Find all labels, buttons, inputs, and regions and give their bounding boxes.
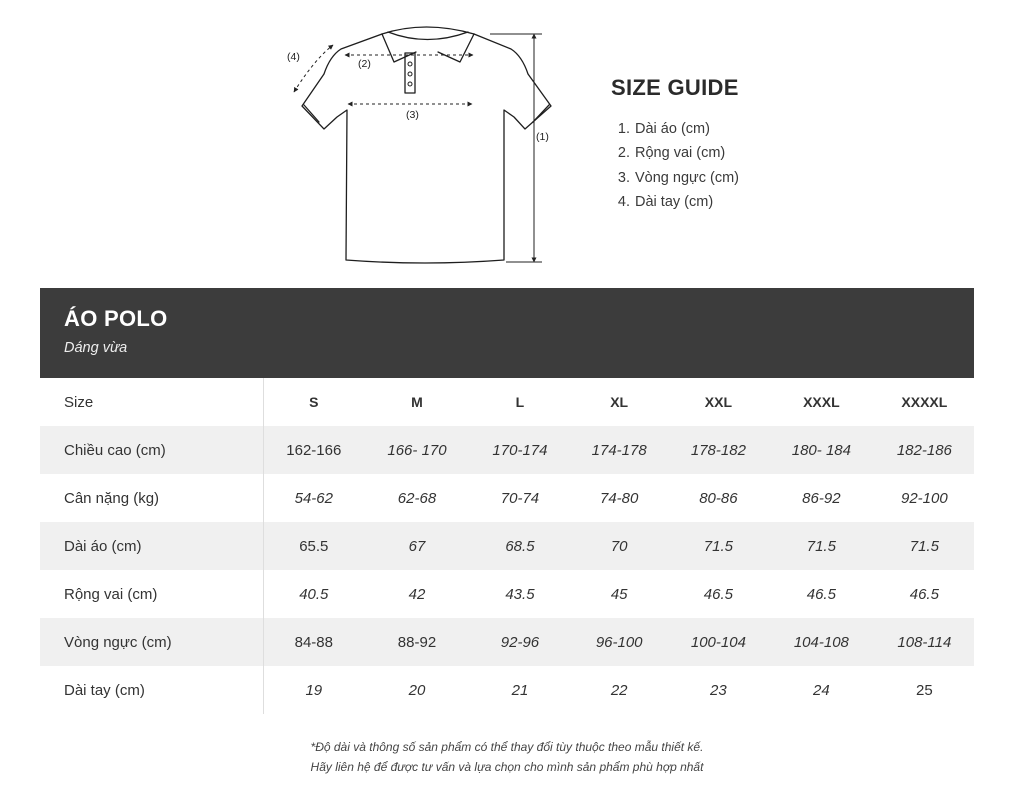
size-guide-list xyxy=(611,117,739,214)
product-banner xyxy=(40,288,974,378)
header-size-m: M xyxy=(411,394,423,410)
table-cell: 42 xyxy=(408,585,426,603)
table-cell: 70 xyxy=(570,522,669,570)
table-cell: 92-96 xyxy=(470,618,569,666)
polo-shirt-diagram xyxy=(270,14,570,276)
size-table xyxy=(40,378,974,714)
table-cell: 54-62 xyxy=(294,489,333,507)
table-cell: 70-74 xyxy=(500,489,540,507)
table-cell: 22 xyxy=(610,681,628,699)
size-guide-item: 3. Vòng ngực (cm) xyxy=(634,166,739,190)
header-size-l: L xyxy=(515,394,525,410)
table-cell: 71.5 xyxy=(875,522,974,570)
label-sleeve: (4) xyxy=(287,51,300,63)
table-cell: 182-186 xyxy=(875,426,974,474)
header-size: Size xyxy=(40,378,264,426)
table-row-length xyxy=(40,522,974,570)
table-cell: 170-174 xyxy=(470,426,569,474)
product-title: ÁO POLO xyxy=(64,306,168,331)
table-cell: 43.5 xyxy=(505,585,535,603)
table-row-height xyxy=(40,426,974,474)
label-length: (1) xyxy=(536,131,549,143)
product-fit: Dáng vừa xyxy=(64,340,128,356)
table-cell: 180- 184 xyxy=(768,426,875,474)
table-cell: 174-178 xyxy=(570,426,669,474)
disclaimer-note xyxy=(0,738,1014,777)
size-guide-item: 4. Dài tay (cm) xyxy=(634,190,739,214)
table-cell: 46.5 xyxy=(703,585,733,603)
table-cell: 20 xyxy=(408,681,426,699)
size-guide-title: SIZE GUIDE xyxy=(611,75,739,100)
header-size-xl: XL xyxy=(610,394,629,410)
measure-sleeve-line xyxy=(294,45,333,92)
table-cell: 40.5 xyxy=(299,585,329,603)
table-cell: 104-108 xyxy=(768,618,875,666)
disclaimer-line-2: Hãy liên hệ để được tư vấn và lựa chọn cho mình sản phẩm phù hợp nhất xyxy=(310,759,704,774)
table-cell: 88-92 xyxy=(364,618,471,666)
table-cell: 92-100 xyxy=(901,489,948,507)
table-cell: 68.5 xyxy=(470,522,569,570)
label-chest: (3) xyxy=(406,109,419,121)
table-row-chest xyxy=(40,618,974,666)
table-cell: 86-92 xyxy=(802,489,841,507)
header-size-xxxl: XXXL xyxy=(803,394,840,410)
table-row-sleeve xyxy=(40,666,974,714)
table-cell: 25 xyxy=(916,681,933,699)
label-shoulder: (2) xyxy=(358,58,371,70)
row-label: Cân nặng (kg) xyxy=(40,474,264,522)
table-cell: 162-166 xyxy=(264,426,364,474)
table-cell: 65.5 xyxy=(264,522,364,570)
table-cell: 166- 170 xyxy=(364,426,471,474)
row-label: Vòng ngực (cm) xyxy=(40,618,264,666)
row-label: Dài tay (cm) xyxy=(40,666,264,714)
table-cell: 84-88 xyxy=(264,618,364,666)
table-cell: 178-182 xyxy=(669,426,768,474)
table-cell: 24 xyxy=(813,681,830,699)
table-cell: 46.5 xyxy=(909,585,939,603)
table-cell: 74-80 xyxy=(599,489,639,507)
placket-buttons xyxy=(408,62,412,86)
size-guide-item: 2. Rộng vai (cm) xyxy=(634,141,739,165)
table-cell: 100-104 xyxy=(669,618,768,666)
table-cell: 19 xyxy=(305,681,323,699)
table-cell: 67 xyxy=(364,522,471,570)
table-header-row xyxy=(40,378,974,426)
row-label: Dài áo (cm) xyxy=(40,522,264,570)
size-guide-item: 1. Dài áo (cm) xyxy=(634,117,739,141)
table-cell: 45 xyxy=(610,585,628,603)
table-row-weight xyxy=(40,474,974,522)
table-cell: 62-68 xyxy=(397,489,437,507)
row-label: Rộng vai (cm) xyxy=(40,570,264,618)
table-cell: 96-100 xyxy=(570,618,669,666)
table-cell: 71.5 xyxy=(768,522,875,570)
table-cell: 23 xyxy=(710,681,727,699)
table-cell: 71.5 xyxy=(669,522,768,570)
header-size-xxxxl: XXXXL xyxy=(901,394,948,410)
table-cell: 80-86 xyxy=(699,489,738,507)
header-size-s: S xyxy=(309,394,319,410)
header-size-xxl: XXL xyxy=(704,394,732,410)
measurement-lines xyxy=(294,34,542,262)
shirt-outline xyxy=(302,27,551,263)
table-cell: 21 xyxy=(511,681,529,699)
row-label: Chiều cao (cm) xyxy=(40,426,264,474)
table-cell: 46.5 xyxy=(806,585,836,603)
table-cell: 108-114 xyxy=(875,618,974,666)
disclaimer-line-1: *Độ dài và thông số sản phẩm có thể thay đổi tùy thuộc theo mẫu thiết kế. xyxy=(310,740,704,754)
table-row-shoulder xyxy=(40,570,974,618)
size-guide xyxy=(611,75,739,214)
